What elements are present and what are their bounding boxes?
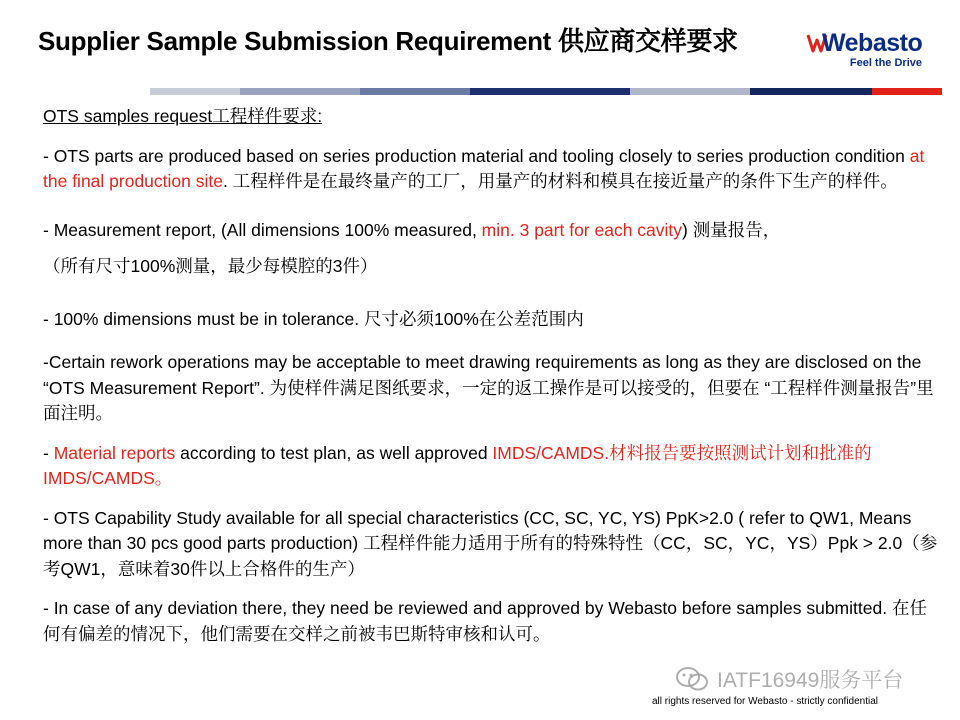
bullet-text: ) 测量报告， <box>682 219 781 240</box>
header-stripe <box>20 88 942 95</box>
slide-body <box>43 104 941 647</box>
bullet-text: - Measurement report, (All dimensions 100% measured, <box>43 219 482 240</box>
bullet-material-reports <box>43 441 941 492</box>
logo-tagline: Feel the Drive <box>849 57 922 69</box>
confidential-note: all rights reserved for Webasto - strictly confidential <box>652 696 879 707</box>
page-title: Supplier Sample Submission Requirement 供应商交样要求 <box>38 26 738 56</box>
highlight-text: min. 3 part for each cavity <box>481 219 683 240</box>
wechat-icon <box>675 665 711 693</box>
watermark-text: IATF16949服务平台 <box>717 669 904 692</box>
webasto-logo <box>806 28 926 72</box>
bullet-text: . 工程样件是在最终量产的工厂，用量产的材料和模具在接近量产的条件下生产的样件。 <box>222 171 898 191</box>
bullet-measurement-report-cn: （所有尺寸100%测量，最少每模腔的3件） <box>43 256 378 276</box>
bullet-capability-study: - OTS Capability Study available for all special characteristics (CC, SC, YC, YS) PpK>2.0 ( refer to QW1, Means more than 30 pcs good parts production) 工程样件能力适用于所有的特殊特性（CC，SC，YC，YS）Ppk > 2.0（参考QW1，意味着30件以上合格件的生产） <box>43 507 938 579</box>
bullet-tolerance: - 100% dimensions must be in tolerance. 尺寸必须100%在公差范围内 <box>43 308 584 329</box>
section-heading: OTS samples request工程样件要求: <box>43 106 323 126</box>
bullet-ots-parts <box>43 144 941 195</box>
bullet-text: - <box>43 442 54 463</box>
highlight-text: Material reports <box>53 442 176 463</box>
bullet-text: according to test plan, as well approved <box>175 442 493 463</box>
bullet-text: - OTS parts are produced based on series production material and tooling closely to series production condition <box>43 145 910 166</box>
watermark <box>675 664 903 694</box>
bullet-rework: -Certain rework operations may be acceptable to meet drawing requirements as long as they are disclosed on the “OTS Measurement Report”. 为使样件满足图纸要求，一定的返工操作是可以接受的，但要在 “工程样件测量报告”里面注明。 <box>43 352 934 423</box>
highlight-text: IMDS/CAMDS.材料报告要按照测试计划和批准的IMDS/CAMDS。 <box>43 442 872 488</box>
bullet-measurement-report <box>43 218 941 244</box>
logo-wordmark: Webasto <box>822 29 923 57</box>
highlight-text: at the final production site <box>43 145 925 191</box>
bullet-deviation: - In case of any deviation there, they need be reviewed and approved by Webasto before samples submitted. 在任何有偏差的情况下，他们需要在交样之前被韦巴斯特审核和认可。 <box>43 598 927 644</box>
